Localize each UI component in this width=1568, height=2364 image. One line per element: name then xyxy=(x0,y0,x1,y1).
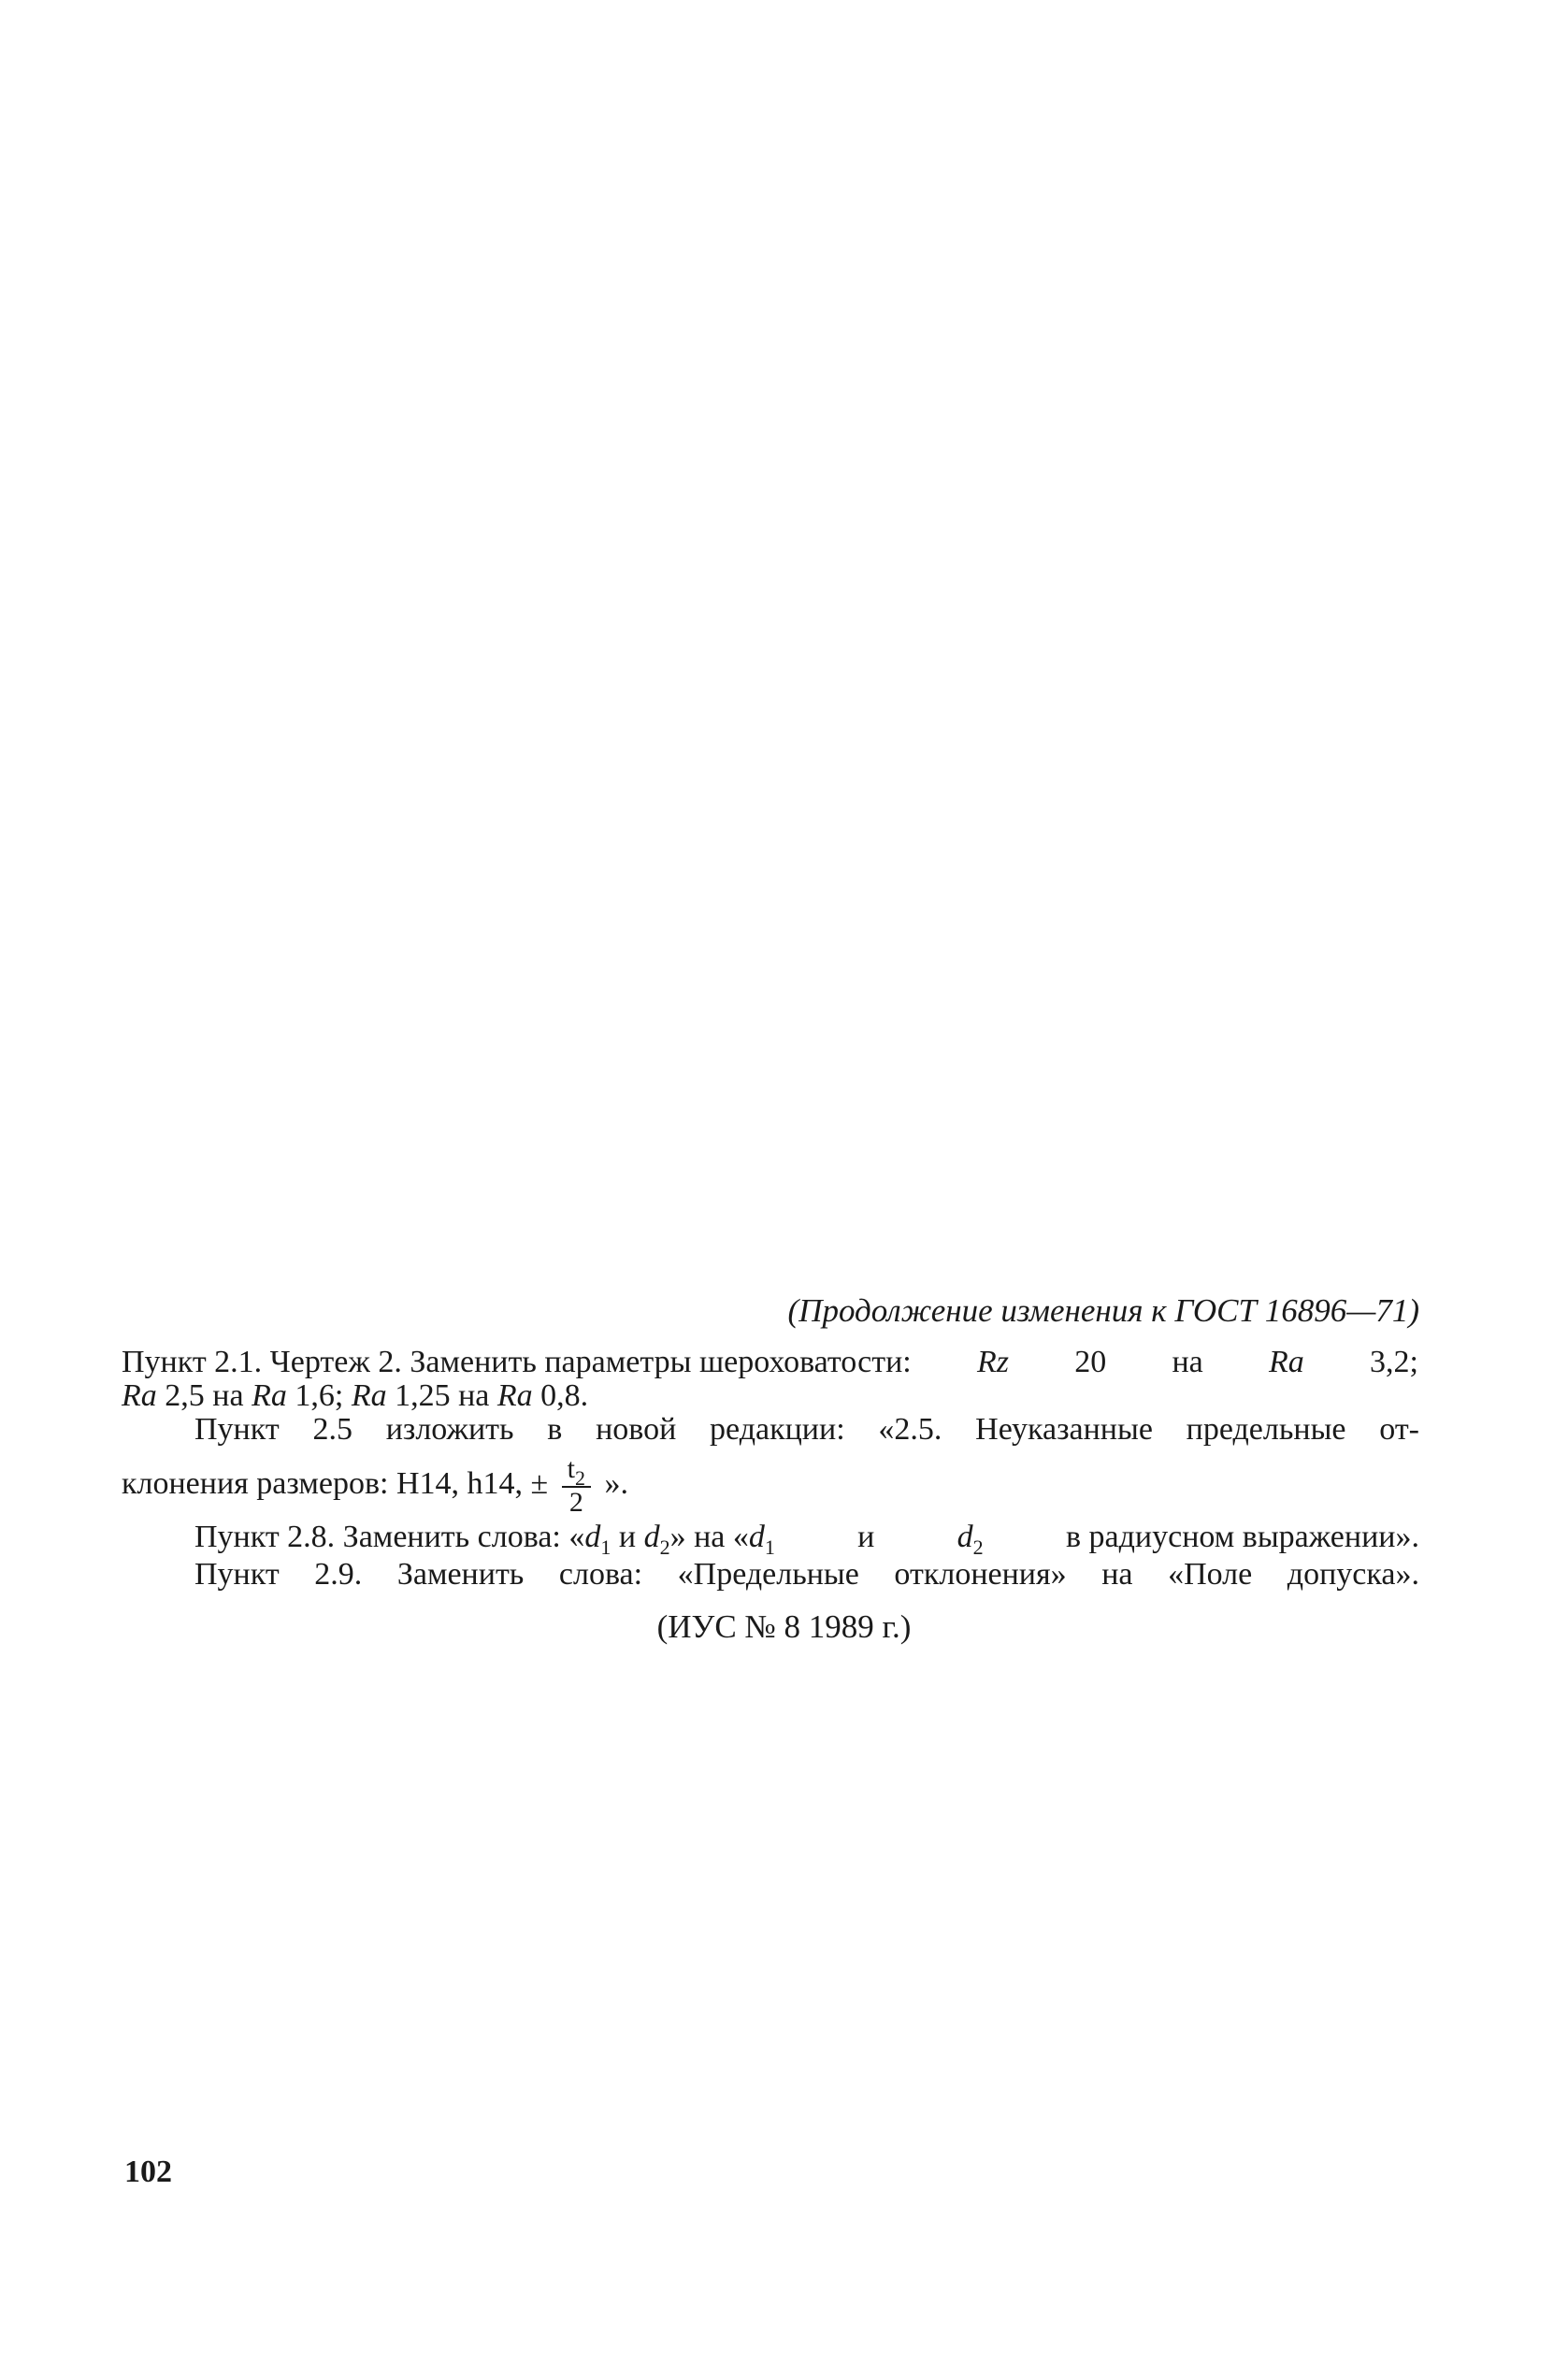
item-2-1-text: Пункт 2.1. Чертеж 2. Заменить параметры шероховатости: xyxy=(122,1345,912,1379)
page-number: 102 xyxy=(124,2155,172,2189)
tolerance-fraction xyxy=(562,1454,591,1518)
item-2-8-text: Пункт 2.8. Заменить слова: «$d_1$ и $d_2$» на «$d_1$ xyxy=(194,1520,775,1559)
amendment-heading: (Продолжение изменения к ГОСТ 16896—71) xyxy=(787,1292,1419,1329)
word-and: и xyxy=(857,1520,875,1554)
item-2-1-line-2 xyxy=(122,1377,588,1415)
item-2-1-line-1 xyxy=(122,1344,1418,1381)
item-2-5-line-2 xyxy=(122,1451,628,1518)
word-on: на xyxy=(458,1378,490,1413)
ra-value: 1,25 xyxy=(395,1378,451,1413)
ra-value: 0,8. xyxy=(540,1378,589,1413)
ra-symbol: Ra xyxy=(496,1378,533,1413)
ra-symbol: Ra xyxy=(252,1378,287,1413)
item-2-8 xyxy=(194,1519,1419,1559)
d2-symbol: $d_2$ xyxy=(957,1520,984,1559)
fraction-denominator: 2 xyxy=(568,1487,583,1519)
fraction-numerator: $t_2$ xyxy=(562,1454,591,1488)
rz-value: 20 xyxy=(1074,1345,1107,1379)
source-reference: (ИУС № 8 1989 г.) xyxy=(656,1608,912,1645)
ra-symbol: Ra xyxy=(1268,1345,1304,1379)
ra-symbol: Ra xyxy=(351,1378,387,1413)
word-on: на xyxy=(1172,1345,1203,1379)
ra-symbol: Ra xyxy=(122,1378,157,1413)
item-2-8-suffix: в радиусном выражении». xyxy=(1065,1520,1419,1554)
item-2-9: Пункт 2.9. Заменить слова: «Предельные отклонения» на «Поле допуска». xyxy=(194,1557,1419,1592)
rz-symbol: Rz xyxy=(976,1345,1009,1379)
word-on: на xyxy=(212,1378,244,1413)
ra-value: 1,6; xyxy=(295,1378,344,1413)
item-2-5-line-1: Пункт 2.5 изложить в новой редакции: «2.5. Неуказанные предельные от- xyxy=(194,1412,1419,1447)
item-2-5-text: клонения размеров: H14, h14, ± xyxy=(122,1466,549,1501)
ra-value: 3,2; xyxy=(1370,1345,1418,1379)
closing-quote: ». xyxy=(604,1466,629,1501)
ra-value: 2,5 xyxy=(165,1378,205,1413)
